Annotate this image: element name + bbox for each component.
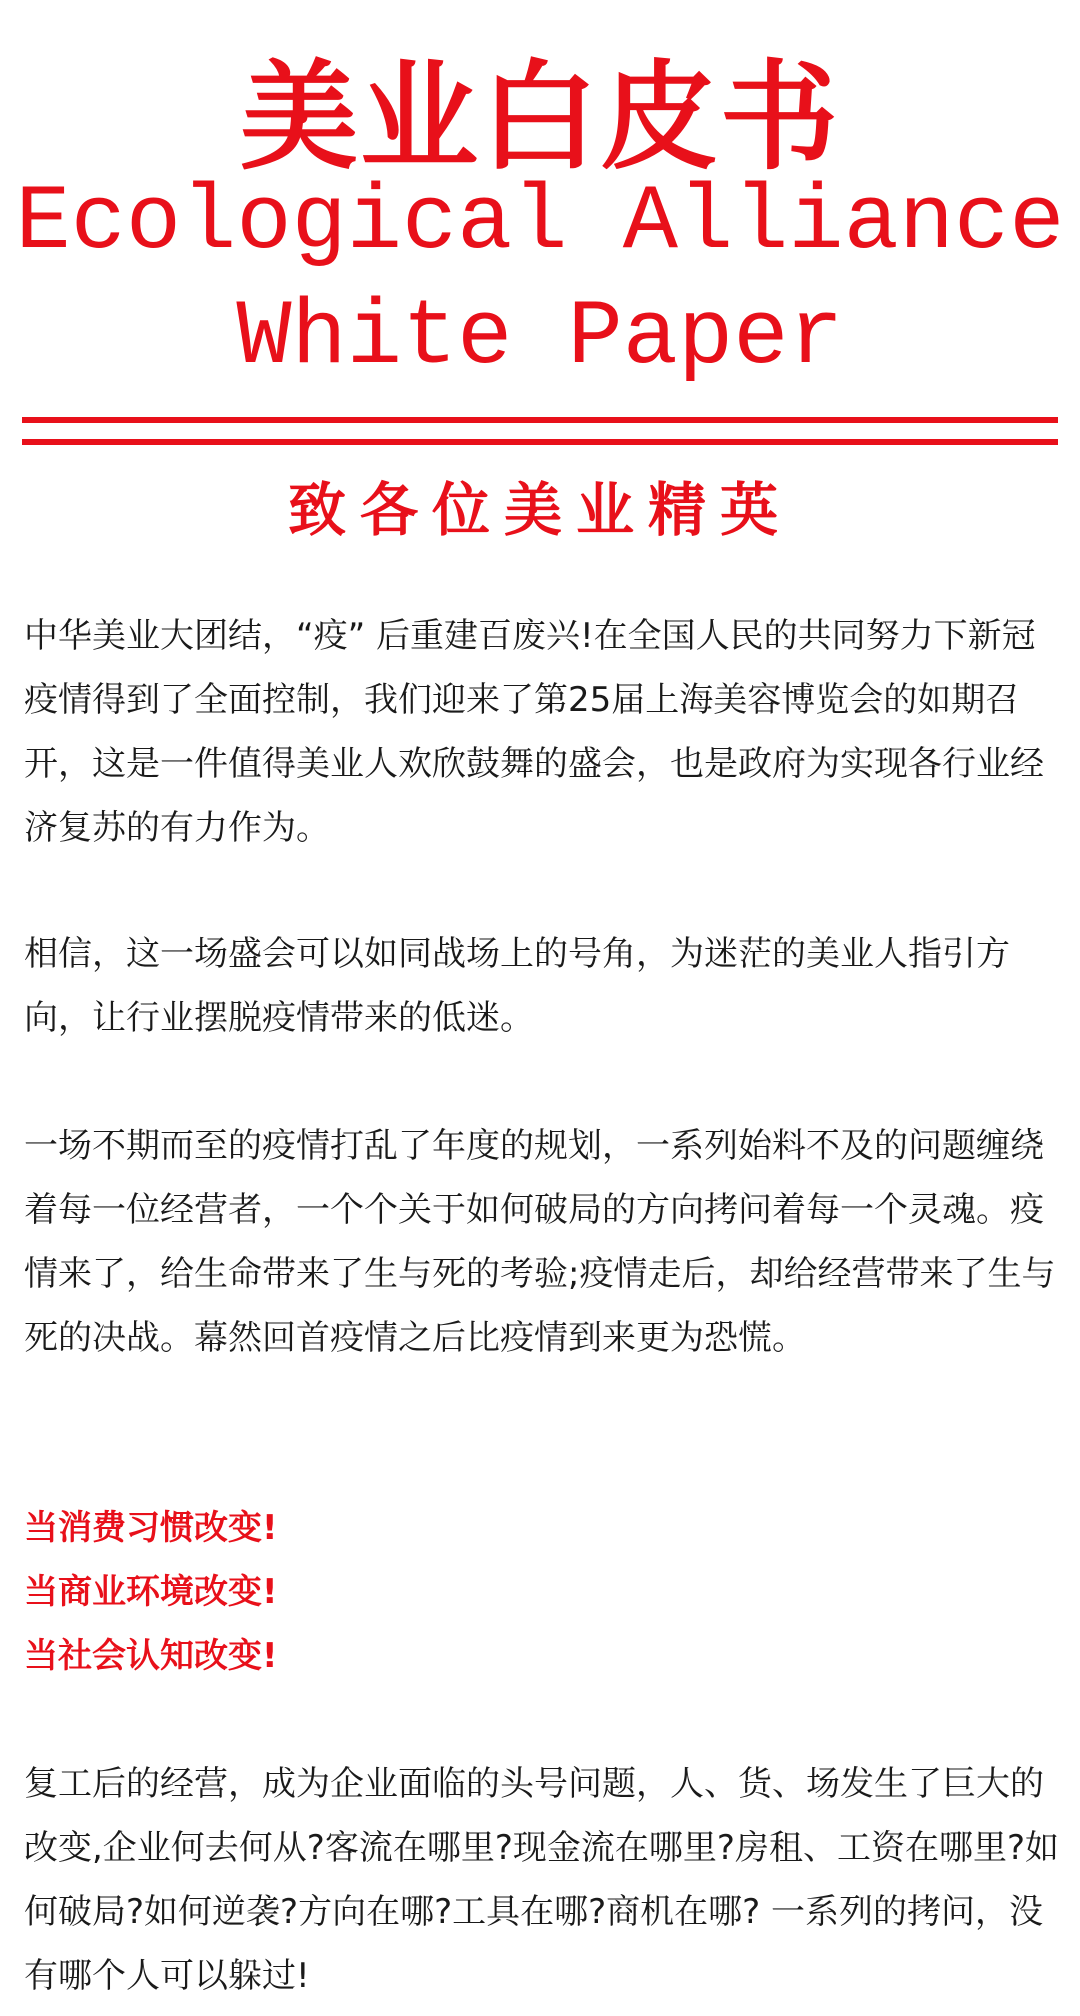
paragraph-closing: 复工后的经营，成为企业面临的头号问题，人、货、场发生了巨大的改变,企业何去何从?客流在哪里?现金流在哪里?房租、工资在哪里?如何破局?如何逆袭?方向在哪?工具在哪?商机在哪? 一系列的拷问，没有哪个人可以躲过!	[24, 1764, 1059, 1996]
highlight-business: 当商业环境改变!	[24, 1572, 278, 1612]
paragraph-pandemic: 一场不期而至的疫情打乱了年度的规划，一系列始料不及的问题缠绕着每一位经营者，一个个关于如何破局的方向拷问着每一个灵魂。疫情来了，给生命带来了生与死的考验;疫情走后，却给经营带来了生与死的决战。幕然回首疫情之后比疫情到来更为恐慌。	[24, 1126, 1056, 1358]
highlight-list	[24, 1496, 1060, 1688]
page-title-en-line2: White Paper	[236, 285, 844, 390]
page-title-cn: 美业白皮书	[239, 47, 840, 186]
paragraph-intro: 中华美业大团结，“疫” 后重建百废兴!在全国人民的共同努力下新冠疫情得到了全面控制，我们迎来了第25届上海美容博览会的如期召开，这是一件值得美业人欢欣鼓舞的盛会，也是政府为实现各行业经济复苏的有力作为。	[24, 616, 1044, 848]
highlight-society: 当社会认知改变!	[24, 1636, 278, 1676]
header-divider-top	[22, 417, 1058, 423]
subtitle: 致各位美业精英	[287, 476, 792, 544]
header-divider-bottom	[22, 439, 1058, 445]
highlight-consumption: 当消费习惯改变!	[24, 1508, 278, 1548]
page-title-en-line1: Ecological Alliance	[15, 170, 1065, 275]
paragraph-belief: 相信，这一场盛会可以如同战场上的号角，为迷茫的美业人指引方向，让行业摆脱疫情带来的低迷。	[24, 934, 1010, 1038]
